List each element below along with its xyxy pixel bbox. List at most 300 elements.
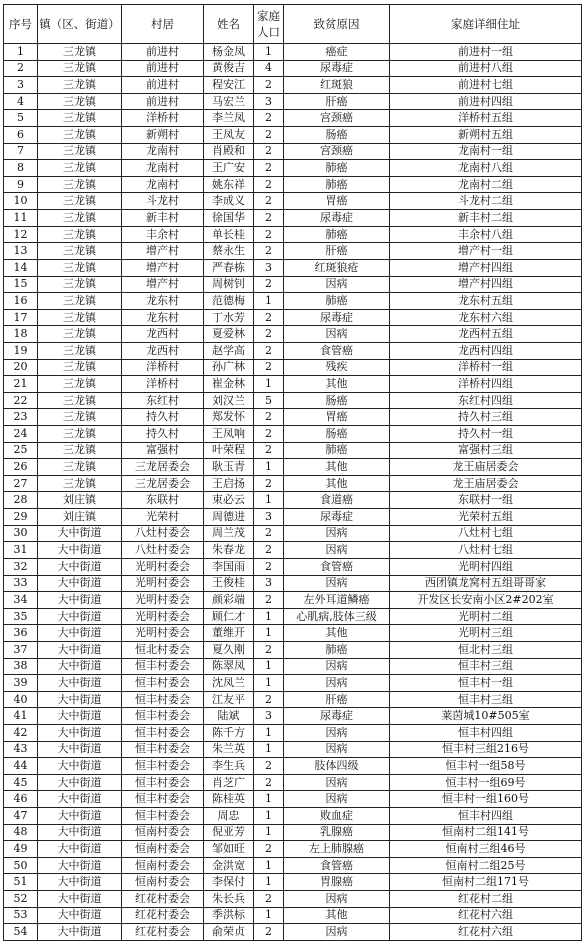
cell-index: 33 xyxy=(4,575,38,592)
cell-name: 范德梅 xyxy=(204,293,254,310)
cell-name: 李保付 xyxy=(204,874,254,891)
cell-name: 肖芝广 xyxy=(204,774,254,791)
table-row xyxy=(4,758,582,775)
cell-name: 程安江 xyxy=(204,77,254,94)
cell-poverty-cause: 尿毒症 xyxy=(284,309,390,326)
cell-poverty-cause: 残疾 xyxy=(284,359,390,376)
cell-address: 光明村三组 xyxy=(390,625,582,642)
cell-name: 郑发怀 xyxy=(204,409,254,426)
cell-index: 24 xyxy=(4,426,38,443)
cell-address: 富强村三组 xyxy=(390,442,582,459)
cell-index: 49 xyxy=(4,841,38,858)
cell-name: 崔金林 xyxy=(204,376,254,393)
cell-village: 前进村 xyxy=(122,93,204,110)
cell-name: 李兰凤 xyxy=(204,110,254,127)
cell-township: 大中街道 xyxy=(38,691,122,708)
cell-township: 大中街道 xyxy=(38,558,122,575)
cell-name: 陈千方 xyxy=(204,724,254,741)
table-row xyxy=(4,359,582,376)
cell-village: 八灶村委会 xyxy=(122,525,204,542)
cell-township: 三龙镇 xyxy=(38,210,122,227)
table-row xyxy=(4,608,582,625)
cell-address: 八灶村七组 xyxy=(390,525,582,542)
cell-poverty-cause: 肺癌 xyxy=(284,442,390,459)
cell-village: 龙东村 xyxy=(122,309,204,326)
cell-township: 三龙镇 xyxy=(38,176,122,193)
cell-address: 恒南村三组46号 xyxy=(390,841,582,858)
cell-index: 53 xyxy=(4,907,38,924)
table-row xyxy=(4,542,582,559)
table-row xyxy=(4,724,582,741)
cell-name: 朱兰英 xyxy=(204,741,254,758)
cell-poverty-cause: 胃癌 xyxy=(284,409,390,426)
cell-household-size: 1 xyxy=(254,492,284,509)
cell-household-size: 1 xyxy=(254,658,284,675)
cell-poverty-cause: 左上肺腺癌 xyxy=(284,841,390,858)
cell-township: 三龙镇 xyxy=(38,193,122,210)
cell-poverty-cause: 因病 xyxy=(284,891,390,908)
cell-poverty-cause: 因病 xyxy=(284,326,390,343)
cell-village: 前进村 xyxy=(122,60,204,77)
cell-poverty-cause: 食道癌 xyxy=(284,492,390,509)
cell-poverty-cause: 肺癌 xyxy=(284,226,390,243)
cell-household-size: 2 xyxy=(254,359,284,376)
cell-poverty-cause: 因病 xyxy=(284,658,390,675)
cell-index: 5 xyxy=(4,110,38,127)
cell-address: 龙西村四组 xyxy=(390,342,582,359)
cell-village: 龙西村 xyxy=(122,342,204,359)
table-row xyxy=(4,243,582,260)
cell-household-size: 2 xyxy=(254,558,284,575)
cell-household-size: 2 xyxy=(254,691,284,708)
cell-name: 王广安 xyxy=(204,160,254,177)
cell-poverty-cause: 心肌病,肢体三级 xyxy=(284,608,390,625)
table-body xyxy=(4,44,582,941)
cell-household-size: 2 xyxy=(254,924,284,941)
table-row xyxy=(4,691,582,708)
poverty-household-table xyxy=(3,4,582,941)
cell-township: 三龙镇 xyxy=(38,44,122,61)
cell-household-size: 1 xyxy=(254,724,284,741)
cell-poverty-cause: 因病 xyxy=(284,724,390,741)
cell-index: 44 xyxy=(4,758,38,775)
cell-name: 王凤响 xyxy=(204,426,254,443)
cell-township: 大中街道 xyxy=(38,525,122,542)
cell-poverty-cause: 宫颈癌 xyxy=(284,143,390,160)
cell-address: 龙西村五组 xyxy=(390,326,582,343)
cell-index: 40 xyxy=(4,691,38,708)
table-row xyxy=(4,409,582,426)
cell-poverty-cause: 其他 xyxy=(284,376,390,393)
cell-name: 丁水芳 xyxy=(204,309,254,326)
table-row xyxy=(4,459,582,476)
cell-township: 大中街道 xyxy=(38,608,122,625)
cell-address: 前进村四组 xyxy=(390,93,582,110)
cell-poverty-cause: 因病 xyxy=(284,774,390,791)
cell-household-size: 1 xyxy=(254,808,284,825)
cell-name: 叶荣程 xyxy=(204,442,254,459)
cell-index: 50 xyxy=(4,857,38,874)
cell-index: 8 xyxy=(4,160,38,177)
cell-village: 恒丰村委会 xyxy=(122,808,204,825)
cell-index: 11 xyxy=(4,210,38,227)
cell-household-size: 1 xyxy=(254,293,284,310)
cell-household-size: 2 xyxy=(254,426,284,443)
cell-township: 三龙镇 xyxy=(38,276,122,293)
table-row xyxy=(4,475,582,492)
cell-index: 18 xyxy=(4,326,38,343)
cell-name: 董维开 xyxy=(204,625,254,642)
cell-name: 季洪标 xyxy=(204,907,254,924)
cell-household-size: 3 xyxy=(254,259,284,276)
table-row xyxy=(4,841,582,858)
cell-village: 八灶村委会 xyxy=(122,542,204,559)
cell-township: 三龙镇 xyxy=(38,60,122,77)
cell-village: 三龙居委会 xyxy=(122,459,204,476)
cell-household-size: 2 xyxy=(254,641,284,658)
table-row xyxy=(4,824,582,841)
cell-poverty-cause: 肠癌 xyxy=(284,426,390,443)
cell-village: 增产村 xyxy=(122,259,204,276)
cell-household-size: 2 xyxy=(254,525,284,542)
cell-name: 杨金凤 xyxy=(204,44,254,61)
cell-poverty-cause: 其他 xyxy=(284,475,390,492)
cell-poverty-cause: 因病 xyxy=(284,675,390,692)
cell-index: 28 xyxy=(4,492,38,509)
cell-index: 3 xyxy=(4,77,38,94)
cell-village: 恒南村委会 xyxy=(122,874,204,891)
table-row xyxy=(4,110,582,127)
cell-address: 恒南村二组25号 xyxy=(390,857,582,874)
table-row xyxy=(4,558,582,575)
cell-poverty-cause: 食管癌 xyxy=(284,558,390,575)
cell-address: 恒丰村一组 xyxy=(390,675,582,692)
cell-village: 东联村 xyxy=(122,492,204,509)
cell-village: 恒北村委会 xyxy=(122,641,204,658)
cell-poverty-cause: 肠癌 xyxy=(284,127,390,144)
table-row xyxy=(4,857,582,874)
cell-address: 光荣村五组 xyxy=(390,509,582,526)
table-row xyxy=(4,143,582,160)
cell-index: 17 xyxy=(4,309,38,326)
cell-index: 39 xyxy=(4,675,38,692)
table-row xyxy=(4,575,582,592)
cell-village: 龙东村 xyxy=(122,293,204,310)
cell-village: 增产村 xyxy=(122,243,204,260)
table-row xyxy=(4,392,582,409)
cell-poverty-cause: 因病 xyxy=(284,525,390,542)
table-row xyxy=(4,60,582,77)
cell-index: 1 xyxy=(4,44,38,61)
cell-township: 三龙镇 xyxy=(38,392,122,409)
cell-index: 45 xyxy=(4,774,38,791)
cell-household-size: 2 xyxy=(254,243,284,260)
cell-household-size: 1 xyxy=(254,741,284,758)
cell-township: 大中街道 xyxy=(38,542,122,559)
header-household-size: 家庭人口 xyxy=(254,5,284,44)
cell-township: 大中街道 xyxy=(38,791,122,808)
cell-address: 持久村一组 xyxy=(390,426,582,443)
cell-index: 32 xyxy=(4,558,38,575)
cell-village: 光明村委会 xyxy=(122,608,204,625)
cell-index: 7 xyxy=(4,143,38,160)
cell-household-size: 2 xyxy=(254,442,284,459)
cell-township: 三龙镇 xyxy=(38,127,122,144)
cell-township: 大中街道 xyxy=(38,758,122,775)
cell-township: 三龙镇 xyxy=(38,426,122,443)
cell-address: 恒北村三组 xyxy=(390,641,582,658)
cell-index: 47 xyxy=(4,808,38,825)
cell-address: 前进村七组 xyxy=(390,77,582,94)
cell-index: 37 xyxy=(4,641,38,658)
cell-township: 大中街道 xyxy=(38,575,122,592)
cell-township: 三龙镇 xyxy=(38,93,122,110)
table-header-row xyxy=(4,5,582,44)
cell-village: 增产村 xyxy=(122,276,204,293)
cell-township: 三龙镇 xyxy=(38,376,122,393)
cell-township: 大中街道 xyxy=(38,658,122,675)
cell-township: 三龙镇 xyxy=(38,110,122,127)
cell-poverty-cause: 红斑狼 xyxy=(284,77,390,94)
cell-poverty-cause: 肺癌 xyxy=(284,160,390,177)
table-row xyxy=(4,276,582,293)
cell-village: 光明村委会 xyxy=(122,558,204,575)
cell-household-size: 2 xyxy=(254,542,284,559)
cell-index: 23 xyxy=(4,409,38,426)
cell-address: 增产村四组 xyxy=(390,259,582,276)
cell-index: 46 xyxy=(4,791,38,808)
cell-household-size: 1 xyxy=(254,791,284,808)
cell-address: 新丰村二组 xyxy=(390,210,582,227)
cell-poverty-cause: 因病 xyxy=(284,741,390,758)
cell-name: 颜彩端 xyxy=(204,592,254,609)
table-row xyxy=(4,675,582,692)
cell-address: 龙王庙居委会 xyxy=(390,459,582,476)
cell-village: 恒丰村委会 xyxy=(122,741,204,758)
cell-address: 恒丰村四组 xyxy=(390,724,582,741)
cell-index: 34 xyxy=(4,592,38,609)
cell-index: 26 xyxy=(4,459,38,476)
cell-village: 前进村 xyxy=(122,77,204,94)
header-poverty-cause: 致贫原因 xyxy=(284,5,390,44)
cell-village: 洋桥村 xyxy=(122,110,204,127)
cell-name: 姚东祥 xyxy=(204,176,254,193)
cell-village: 恒丰村委会 xyxy=(122,691,204,708)
cell-township: 三龙镇 xyxy=(38,342,122,359)
cell-index: 25 xyxy=(4,442,38,459)
cell-address: 八灶村七组 xyxy=(390,542,582,559)
cell-name: 倪亚芳 xyxy=(204,824,254,841)
table-row xyxy=(4,592,582,609)
cell-village: 东红村 xyxy=(122,392,204,409)
cell-name: 夏久刚 xyxy=(204,641,254,658)
cell-village: 红花村委会 xyxy=(122,924,204,941)
cell-address: 龙南村一组 xyxy=(390,143,582,160)
cell-name: 俞荣贞 xyxy=(204,924,254,941)
cell-township: 大中街道 xyxy=(38,641,122,658)
cell-poverty-cause: 因病 xyxy=(284,791,390,808)
cell-address: 新朔村五组 xyxy=(390,127,582,144)
cell-household-size: 1 xyxy=(254,857,284,874)
cell-township: 三龙镇 xyxy=(38,359,122,376)
cell-address: 龙南村二组 xyxy=(390,176,582,193)
cell-address: 恒南村二组141号 xyxy=(390,824,582,841)
cell-index: 35 xyxy=(4,608,38,625)
cell-poverty-cause: 肠癌 xyxy=(284,392,390,409)
cell-name: 周德进 xyxy=(204,509,254,526)
cell-poverty-cause: 因病 xyxy=(284,924,390,941)
cell-index: 51 xyxy=(4,874,38,891)
cell-township: 大中街道 xyxy=(38,857,122,874)
cell-address: 红花村六组 xyxy=(390,907,582,924)
cell-township: 大中街道 xyxy=(38,675,122,692)
cell-address: 丰余村八组 xyxy=(390,226,582,243)
table-row xyxy=(4,93,582,110)
cell-poverty-cause: 胃癌 xyxy=(284,193,390,210)
table-row xyxy=(4,808,582,825)
cell-name: 赵学高 xyxy=(204,342,254,359)
cell-name: 徐国华 xyxy=(204,210,254,227)
cell-household-size: 2 xyxy=(254,326,284,343)
cell-address: 恒丰村一组160号 xyxy=(390,791,582,808)
table-row xyxy=(4,376,582,393)
cell-village: 富强村 xyxy=(122,442,204,459)
cell-name: 周树钊 xyxy=(204,276,254,293)
cell-township: 大中街道 xyxy=(38,891,122,908)
cell-poverty-cause: 肺癌 xyxy=(284,641,390,658)
table-row xyxy=(4,907,582,924)
cell-address: 洋桥村五组 xyxy=(390,110,582,127)
cell-poverty-cause: 食管癌 xyxy=(284,342,390,359)
cell-address: 莱茵城10#505室 xyxy=(390,708,582,725)
cell-township: 大中街道 xyxy=(38,625,122,642)
cell-household-size: 1 xyxy=(254,675,284,692)
cell-township: 三龙镇 xyxy=(38,326,122,343)
table-row xyxy=(4,426,582,443)
cell-poverty-cause: 肝癌 xyxy=(284,93,390,110)
cell-village: 丰余村 xyxy=(122,226,204,243)
cell-name: 孙广林 xyxy=(204,359,254,376)
cell-name: 顾仁才 xyxy=(204,608,254,625)
cell-township: 三龙镇 xyxy=(38,459,122,476)
cell-household-size: 2 xyxy=(254,226,284,243)
cell-poverty-cause: 胃腺癌 xyxy=(284,874,390,891)
table-row xyxy=(4,293,582,310)
cell-name: 李生兵 xyxy=(204,758,254,775)
cell-household-size: 1 xyxy=(254,824,284,841)
cell-township: 三龙镇 xyxy=(38,243,122,260)
cell-poverty-cause: 尿毒症 xyxy=(284,509,390,526)
cell-household-size: 3 xyxy=(254,708,284,725)
header-township: 镇（区、街道） xyxy=(38,5,122,44)
cell-index: 2 xyxy=(4,60,38,77)
cell-name: 蔡永生 xyxy=(204,243,254,260)
cell-name: 马宏兰 xyxy=(204,93,254,110)
cell-address: 斗龙村二组 xyxy=(390,193,582,210)
table-row xyxy=(4,625,582,642)
cell-address: 龙南村八组 xyxy=(390,160,582,177)
table-row xyxy=(4,641,582,658)
table-row xyxy=(4,924,582,941)
cell-village: 恒丰村委会 xyxy=(122,724,204,741)
table-row xyxy=(4,791,582,808)
cell-name: 朱长兵 xyxy=(204,891,254,908)
cell-township: 三龙镇 xyxy=(38,293,122,310)
table-row xyxy=(4,891,582,908)
cell-township: 三龙镇 xyxy=(38,143,122,160)
cell-household-size: 4 xyxy=(254,60,284,77)
cell-address: 前进村一组 xyxy=(390,44,582,61)
cell-village: 洋桥村 xyxy=(122,376,204,393)
cell-household-size: 2 xyxy=(254,592,284,609)
cell-household-size: 2 xyxy=(254,309,284,326)
cell-village: 恒南村委会 xyxy=(122,841,204,858)
cell-index: 29 xyxy=(4,509,38,526)
cell-index: 38 xyxy=(4,658,38,675)
cell-address: 恒丰村三组 xyxy=(390,691,582,708)
table-row xyxy=(4,326,582,343)
cell-poverty-cause: 红斑狼疮 xyxy=(284,259,390,276)
cell-name: 刘汉兰 xyxy=(204,392,254,409)
cell-poverty-cause: 肝癌 xyxy=(284,691,390,708)
cell-village: 光明村委会 xyxy=(122,592,204,609)
cell-township: 三龙镇 xyxy=(38,309,122,326)
poverty-household-table-container xyxy=(3,4,581,941)
table-row xyxy=(4,259,582,276)
cell-index: 54 xyxy=(4,924,38,941)
cell-household-size: 1 xyxy=(254,625,284,642)
cell-address: 光明村四组 xyxy=(390,558,582,575)
cell-household-size: 2 xyxy=(254,276,284,293)
cell-address: 龙东村五组 xyxy=(390,293,582,310)
cell-township: 大中街道 xyxy=(38,824,122,841)
cell-address: 开发区长安南小区2#202室 xyxy=(390,592,582,609)
table-row xyxy=(4,127,582,144)
cell-name: 陆斌 xyxy=(204,708,254,725)
cell-village: 恒南村委会 xyxy=(122,824,204,841)
cell-household-size: 3 xyxy=(254,575,284,592)
cell-household-size: 2 xyxy=(254,143,284,160)
table-row xyxy=(4,658,582,675)
cell-index: 13 xyxy=(4,243,38,260)
cell-name: 李国雨 xyxy=(204,558,254,575)
table-row xyxy=(4,492,582,509)
cell-poverty-cause: 乳腺癌 xyxy=(284,824,390,841)
cell-household-size: 2 xyxy=(254,758,284,775)
cell-village: 新朔村 xyxy=(122,127,204,144)
cell-address: 前进村八组 xyxy=(390,60,582,77)
cell-poverty-cause: 因病 xyxy=(284,542,390,559)
cell-name: 黄俊吉 xyxy=(204,60,254,77)
cell-index: 10 xyxy=(4,193,38,210)
cell-address: 恒丰村三组 xyxy=(390,658,582,675)
cell-index: 22 xyxy=(4,392,38,409)
cell-poverty-cause: 其他 xyxy=(284,907,390,924)
cell-village: 龙南村 xyxy=(122,160,204,177)
cell-poverty-cause: 因病 xyxy=(284,276,390,293)
cell-name: 金洪宽 xyxy=(204,857,254,874)
cell-township: 大中街道 xyxy=(38,924,122,941)
cell-household-size: 2 xyxy=(254,210,284,227)
cell-household-size: 2 xyxy=(254,774,284,791)
cell-household-size: 1 xyxy=(254,874,284,891)
cell-name: 束必云 xyxy=(204,492,254,509)
cell-address: 洋桥村一组 xyxy=(390,359,582,376)
cell-township: 三龙镇 xyxy=(38,409,122,426)
cell-address: 恒丰村三组216号 xyxy=(390,741,582,758)
cell-name: 李成义 xyxy=(204,193,254,210)
cell-household-size: 2 xyxy=(254,176,284,193)
